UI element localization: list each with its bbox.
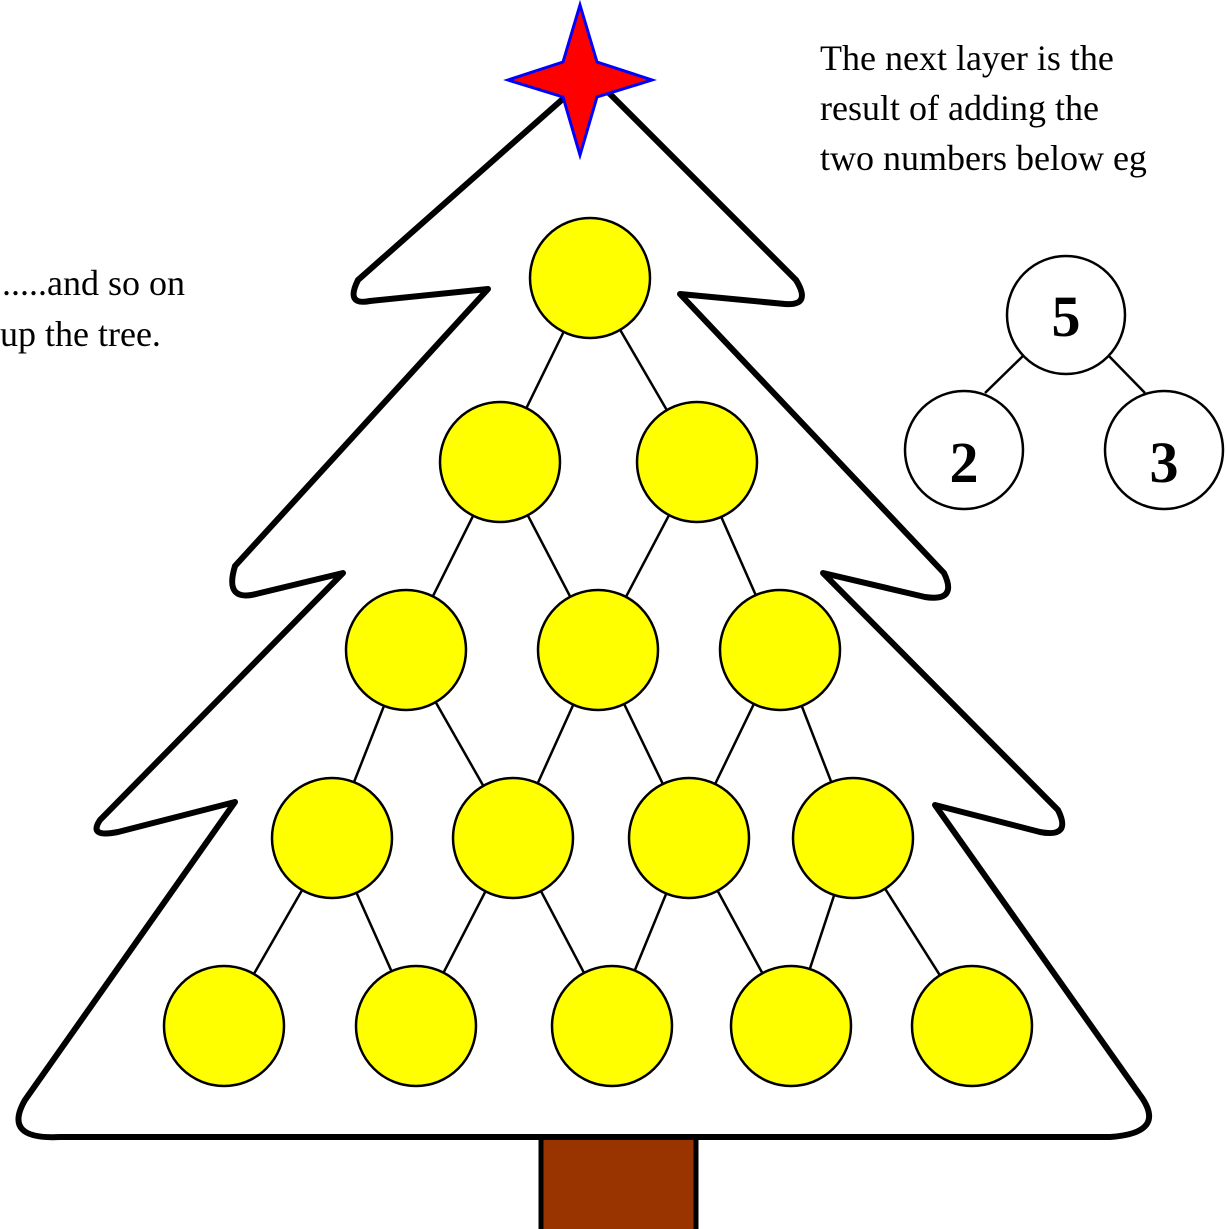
instruction-line-1: The next layer is the (820, 38, 1114, 78)
tree-ball-row4-4 (793, 778, 913, 898)
tree-ball-row4-2 (453, 778, 573, 898)
tree-trunk (541, 1133, 696, 1229)
example-line-right (1106, 353, 1145, 393)
example-left-number: 2 (949, 430, 979, 495)
tree-ball-row3-2 (538, 590, 658, 710)
instruction-text (820, 38, 1147, 178)
tree-ball-row5-1 (164, 966, 284, 1086)
tree-ball-row2-1 (440, 402, 560, 522)
tree-ball-row2-2 (637, 402, 757, 522)
instruction-line-2: result of adding the (820, 88, 1099, 128)
tree-ball-row5-5 (912, 966, 1032, 1086)
tree-ball-row3-3 (720, 590, 840, 710)
continue-line-2: up the tree. (0, 314, 161, 354)
example-line-left (985, 353, 1026, 393)
tree-ball-row1-1 (530, 218, 650, 338)
continue-note (0, 263, 185, 354)
tree-ball-row5-4 (731, 966, 851, 1086)
tree-ball-row5-2 (356, 966, 476, 1086)
continue-line-1: .....and so on (2, 263, 185, 303)
example-sum-number: 5 (1051, 284, 1081, 349)
tree-ball-row5-3 (552, 966, 672, 1086)
tree-ball-row4-3 (629, 778, 749, 898)
addition-example (905, 256, 1223, 509)
tree-ball-row4-1 (272, 778, 392, 898)
instruction-line-3: two numbers below eg (820, 138, 1147, 178)
tree-ball-row3-1 (346, 590, 466, 710)
example-right-number: 3 (1149, 430, 1179, 495)
